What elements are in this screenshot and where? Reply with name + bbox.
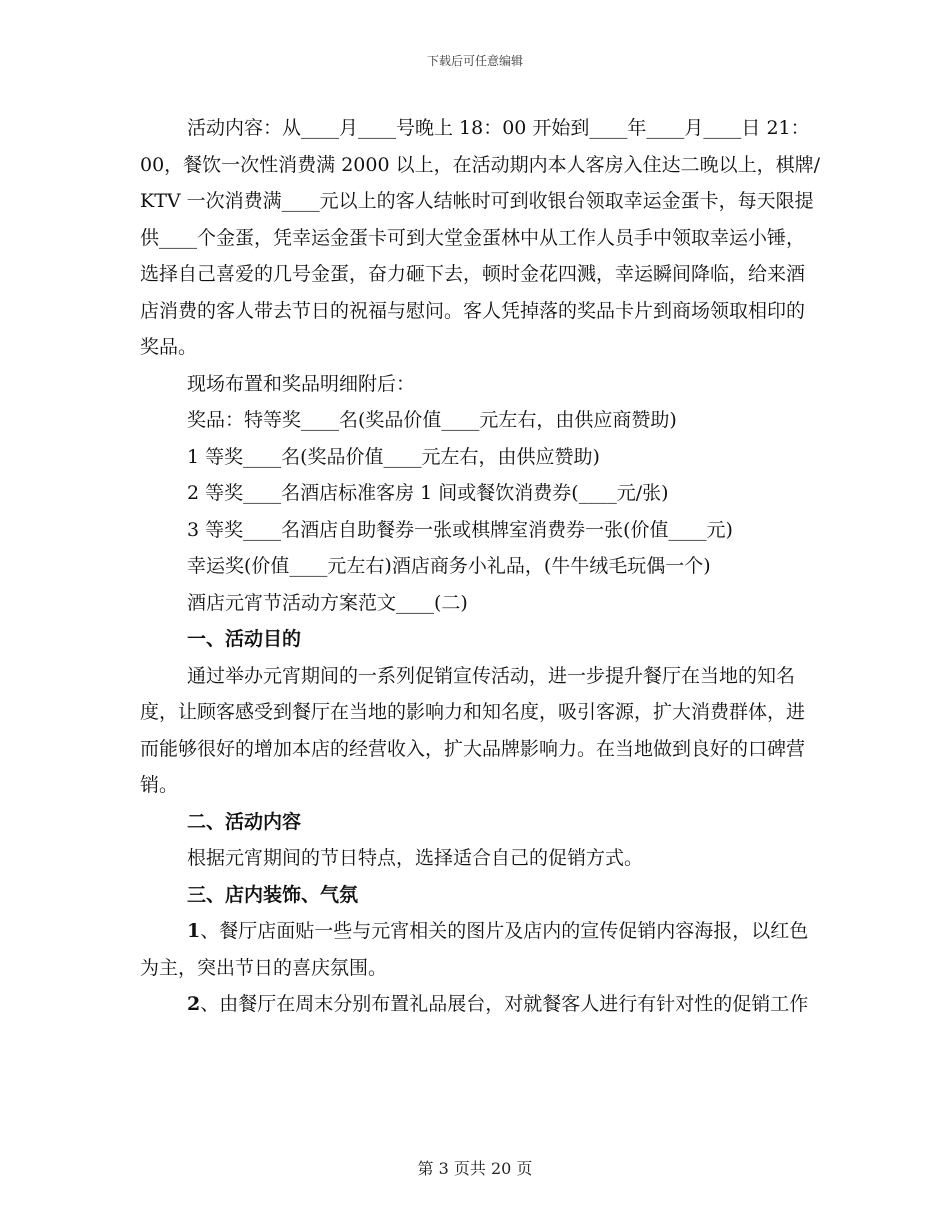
section-heading-purpose: 一、活动目的: [187, 628, 302, 650]
paragraph-prize-second: 2 等奖____名酒店标准客房 1 间或餐饮消费券(____元/张): [187, 482, 669, 504]
list-text: 、餐厅店面贴一些与元宵相关的图片及店内的宣传促销内容海报，以红色为主，突出节日的喜庆氛围。: [140, 920, 809, 979]
paragraph-prize-special: 奖品：特等奖____名(奖品价值____元左右，由供应商赞助): [187, 409, 677, 431]
list-text: 、由餐厅在周末分别布置礼品展台，对就餐客人进行有针对性的促销工作: [200, 993, 809, 1015]
paragraph-decoration-1: [140, 913, 820, 986]
paragraph-prize-intro: 现场布置和奖品明细附后：: [187, 372, 416, 395]
section-heading-decoration: 三、店内装饰、气氛: [187, 883, 359, 906]
document-body: [140, 110, 820, 1023]
list-number: 2: [187, 993, 201, 1015]
paragraph-activity-content: 活动内容：从____月____号晚上 18：00 开始到____年____月____日 21：00，餐饮一次性消费满 2000 以上，在活动期内本人客房入住达二晚以上，棋牌/KTV 一次消费满____元以上的客人结帐时可到收银台领取幸运金蛋卡，每天限提供____个金蛋，凭幸运金蛋卡可到大堂金蛋林中从工作人员手中领取幸运小锤，选择自己喜爱的几号金蛋，奋力砸下去，顿时金花四溅，幸运瞬间降临，给来酒店消费的客人带去节日的祝福与慰问。客人凭掉落的奖品卡片到商场领取相印的奖品。: [140, 117, 821, 358]
paragraph-prize-lucky: 幸运奖(价值____元左右)酒店商务小礼品，(牛牛绒毛玩偶一个): [187, 555, 711, 577]
page-footer: 第 3 页共 20 页: [417, 1159, 533, 1178]
page-header: 下载后可任意编辑: [426, 54, 523, 68]
section-heading-content: 二、活动内容: [187, 810, 302, 833]
paragraph-content: 根据元宵期间的节日特点，选择适合自己的促销方式。: [187, 847, 644, 869]
paragraph-prize-first: 1 等奖____名(奖品价值____元左右，由供应赞助): [187, 445, 600, 468]
paragraph-prize-third: 3 等奖____名酒店自助餐券一张或棋牌室消费券一张(价值____元): [187, 518, 733, 541]
list-number: 1: [187, 920, 201, 942]
paragraph-purpose: 通过举办元宵期间的一系列促销宣传活动，进一步提升餐厅在当地的知名度，让顾客感受到餐厅在当地的影响力和知名度，吸引客源，扩大消费群体，进而能够很好的增加本店的经营收入，扩大品牌影响力。在当地做到良好的口碑营销。: [140, 664, 806, 796]
paragraph-plan-title-two: 酒店元宵节活动方案范文____(二): [187, 591, 468, 614]
paragraph-decoration-2: [140, 986, 820, 1023]
